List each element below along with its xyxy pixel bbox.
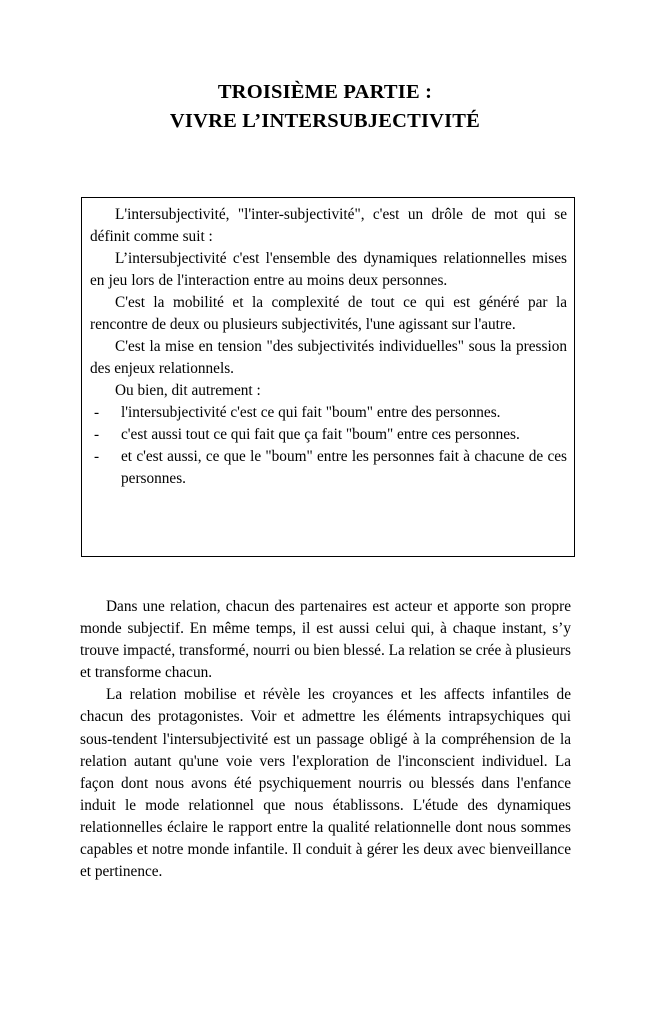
list-item xyxy=(90,424,567,446)
definition-paragraph-2: L’intersubjectivité c'est l'ensemble des dynamiques relationnelles mises en jeu lors de l'interaction entre au moins deux personnes. xyxy=(90,250,567,289)
list-item-text: l'intersubjectivité c'est ce qui fait "boum" entre des personnes. xyxy=(121,404,501,421)
definition-paragraph-5: Ou bien, dit autrement : xyxy=(115,382,261,399)
body-text xyxy=(80,596,571,883)
list-item-text: c'est aussi tout ce qui fait que ça fait "boum" entre ces personnes. xyxy=(121,426,520,443)
definition-box-content xyxy=(90,204,567,490)
body-paragraph-2: La relation mobilise et révèle les croyances et les affects infantiles de chacun des protagonistes. Voir et admettre les éléments intrapsychiques qui sous-tendent l'intersubjectivité est un passage obligé à la compréhension de la relation autant qu'une voie vers l'exploration de l'inconscient individuel. La façon dont nous avons été psychiquement nourris ou blessés dans l'enfance induit le mode relationnel que nous établissons. L'étude des dynamiques relationnelles éclaire le rapport entre la qualité relationnelle dont nous sommes capables et notre monde infantile. Il conduit à gérer les deux avec bienveillance et pertinence. xyxy=(80,686,571,881)
definition-paragraph-3: C'est la mobilité et la complexité de tout ce qui est généré par la rencontre de deux ou plusieurs subjectivités, l'une agissant sur l'autre. xyxy=(90,294,567,333)
definition-paragraph-4: C'est la mise en tension "des subjectivités individuelles" sous la pression des enjeux relationnels. xyxy=(90,338,567,377)
definition-box xyxy=(81,197,575,557)
page-title-line-1: TROISIÈME PARTIE : xyxy=(217,81,433,103)
list-item xyxy=(90,446,567,490)
bullet-marker-icon: - xyxy=(94,404,100,421)
page-title-line-2: VIVRE L’INTERSUBJECTIVITÉ xyxy=(169,110,481,132)
bullet-marker-icon: - xyxy=(94,426,100,443)
definition-paragraph-1: L'intersubjectivité, "l'inter-subjectivité", c'est un drôle de mot qui se définit comme suit : xyxy=(90,206,567,245)
definition-bullet-list xyxy=(90,402,567,490)
page-title xyxy=(0,78,650,136)
bullet-marker-icon: - xyxy=(94,448,100,465)
list-item-text: et c'est aussi, ce que le "boum" entre les personnes fait à chacune de ces personnes. xyxy=(121,448,567,487)
list-item xyxy=(90,402,567,424)
body-paragraph-1: Dans une relation, chacun des partenaires est acteur et apporte son propre monde subjectif. En même temps, il est aussi celui qui, à chaque instant, s’y trouve impacté, transformé, nourri ou bien blessé. La relation se crée à plusieurs et transforme chacun. xyxy=(80,598,571,682)
